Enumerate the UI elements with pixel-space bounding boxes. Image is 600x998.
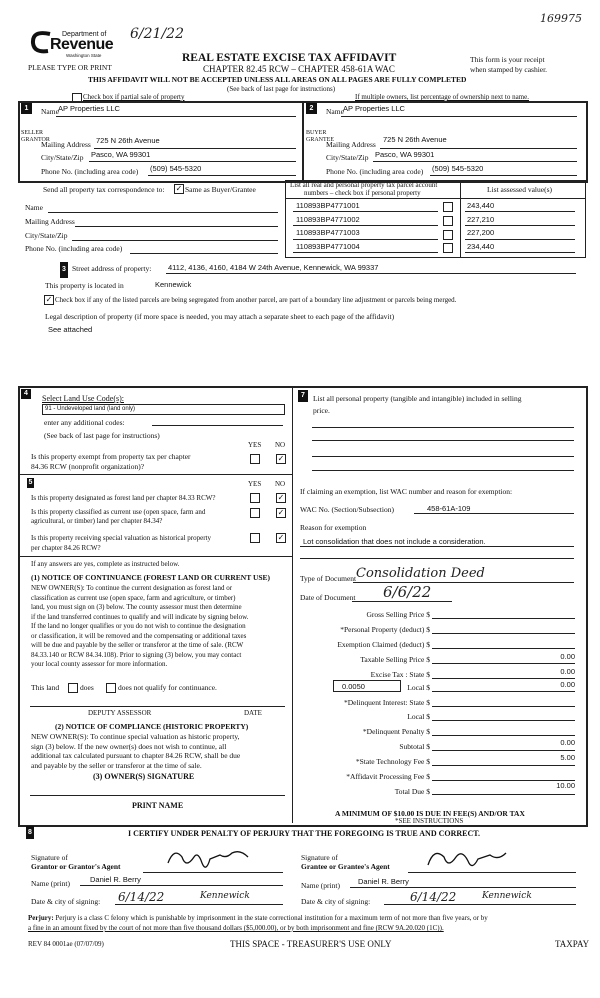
exemption-claim-label: If claiming an exemption, list WAC number and reason for exemption:: [300, 487, 513, 496]
tax-row-label: Exemption Claimed (deduct) $: [337, 640, 430, 649]
parcel-number[interactable]: 110893BP4771002: [296, 215, 360, 224]
grantor-name-label: Name (print): [31, 879, 70, 888]
assessed-value[interactable]: 227,200: [467, 228, 495, 237]
total-due-value[interactable]: 10.00: [556, 781, 575, 790]
buyer-city-field[interactable]: Pasco, WA 99301: [375, 150, 435, 159]
seller-mail-field[interactable]: 725 N 26th Avenue: [96, 136, 160, 145]
corr-phone-label: Phone No. (including area code): [25, 244, 123, 253]
perjury-line-2: a fine in an amount fixed by the court of not more than five thousand dollars ($5,000.00), or by both imprisonment and fine (RCW 9A.20.020 (1C)).: [28, 924, 444, 932]
tax-row-label: *State Technology Fee $: [355, 757, 430, 766]
tax-row-label: Total Due $: [394, 787, 430, 796]
tax-row-value[interactable]: 0.00: [560, 738, 575, 747]
assessed-value[interactable]: 234,440: [467, 242, 495, 251]
receipt-note-2: when stamped by cashier.: [470, 65, 548, 74]
legal-desc-label: Legal description of property (if more space is needed, you may attach a separate sheet to each page of the affidavit): [45, 312, 395, 321]
historic-question-1: Is this property receiving special valuation as historical property: [31, 534, 212, 542]
yes-header-4: YES: [248, 441, 262, 449]
buyer-city-label: City/State/Zip: [326, 153, 369, 162]
grantor-signature[interactable]: [160, 843, 260, 875]
doc-date-label: Date of Document: [300, 593, 356, 602]
seller-name-label: Name: [41, 107, 59, 116]
tax-row-value[interactable]: 5.00: [560, 753, 575, 762]
grantee-city-field[interactable]: Kennewick: [482, 891, 532, 901]
buyer-name-label: Name: [326, 107, 344, 116]
current-use-question-1: Is this property classified as current use (open space, farm and: [31, 508, 206, 516]
personal-property-line1: List all personal property (tangible and intangible) included in selling: [313, 394, 522, 403]
current-use-question-2: agricultural, or timber) land per chapter 84.34?: [31, 517, 163, 525]
grantor-date-label: Date & city of signing:: [31, 897, 101, 906]
minimum-due-note: A MINIMUM OF $10.00 IS DUE IN FEE(S) AND/OR TAX: [335, 809, 525, 818]
section-2-badge: 2: [306, 103, 317, 114]
grantor-sig-label-1: Signature of: [31, 853, 68, 862]
does-not-label: does not qualify for continuance.: [118, 683, 217, 692]
corr-mail-label: Mailing Address: [25, 217, 75, 226]
located-in-field[interactable]: Kennewick: [155, 280, 192, 289]
form-title: REAL ESTATE EXCISE TAX AFFIDAVIT: [182, 52, 397, 64]
revenue-logo-icon: [30, 30, 52, 54]
see-back-land-use: (See back of last page for instructions): [44, 431, 160, 440]
section-7-badge: 7: [298, 390, 308, 402]
dept-state: Washington State: [66, 53, 102, 58]
seller-name-field[interactable]: AP Properties LLC: [58, 104, 120, 113]
exempt-question-2: 84.36 RCW (nonprofit organization)?: [31, 462, 145, 471]
tax-row-label: Local $: [407, 683, 430, 692]
buyer-grantee-label: BUYER GRANTEE: [306, 130, 334, 143]
land-use-select[interactable]: [42, 404, 285, 415]
tax-row-label: Taxable Selling Price $: [360, 655, 430, 664]
receipt-note-1: This form is your receipt: [470, 55, 545, 64]
handwritten-date: 6/21/22: [130, 26, 184, 42]
legal-desc-field[interactable]: See attached: [48, 325, 93, 334]
personal-property-checkbox[interactable]: [443, 230, 453, 240]
parcel-number[interactable]: 110893BP4771001: [296, 201, 360, 210]
buyer-name-field[interactable]: AP Properties LLC: [343, 104, 405, 113]
tax-row-value[interactable]: 0.00: [560, 652, 575, 661]
treasurer-use-label: THIS SPACE - TREASURER'S USE ONLY: [230, 939, 392, 949]
exempt-no-checkbox[interactable]: ✓: [277, 454, 285, 463]
personal-property-checkbox[interactable]: [443, 202, 453, 212]
assessed-value[interactable]: 227,210: [467, 215, 495, 224]
exempt-yes-checkbox[interactable]: [250, 454, 260, 464]
notice-continuance-title: (1) NOTICE OF CONTINUANCE (FOREST LAND OR CURRENT USE): [31, 573, 271, 582]
seller-phone-field[interactable]: (509) 545-5320: [150, 164, 202, 173]
owner-signature-label: (3) OWNER(S) SIGNATURE: [93, 772, 195, 781]
street-address-field[interactable]: 4112, 4136, 4160, 4184 W 24th Avenue, Kennewick, WA 99337: [168, 263, 379, 272]
date-label: DATE: [244, 709, 262, 717]
reason-label: Reason for exemption: [300, 523, 367, 532]
tax-row-label: *Delinquent Penalty $: [362, 727, 430, 736]
current-use-no-checkbox[interactable]: ✓: [277, 508, 285, 517]
seller-grantor-label: SELLER GRANTOR: [21, 130, 50, 143]
located-label: This property is located in: [45, 281, 124, 290]
corr-name-label: Name: [25, 203, 43, 212]
current-use-yes-checkbox[interactable]: [250, 508, 260, 518]
buyer-mail-field[interactable]: 725 N 26th Avenue: [383, 135, 447, 144]
this-land-label: This land: [31, 683, 60, 692]
party-divider: [302, 101, 304, 181]
form-subtitle: CHAPTER 82.45 RCW – CHAPTER 458-61A WAC: [203, 64, 395, 74]
tax-row-label: Local $: [407, 712, 430, 721]
buyer-phone-field[interactable]: (509) 545-5320: [432, 164, 484, 173]
notice-continuance-body: NEW OWNER(S): To continue the current designation as forest land or classification as current use (open space, farm and agriculture, or timber) land, you must sign on (3) below. The county assessor must then determine if the land transferred continues to qualify and will indicate by signing below. If the land no longer qualifies or you do not wish to continue the designation or classification, it will be removed and the compensating or additional taxes will be due and payable by the seller or transferor at the time of sale. (RCW 84.33.140 or RCW 84.34.108). Prior to signing (3) below, you may contact your local county assessor for more information.: [31, 584, 249, 668]
buyer-phone-label: Phone No. (including area code): [326, 167, 424, 176]
notice-compliance-title: (2) NOTICE OF COMPLIANCE (HISTORIC PROPERTY): [55, 722, 249, 731]
grantor-sig-label-2: Grantor or Grantor's Agent: [31, 862, 121, 871]
personal-property-checkbox[interactable]: [443, 243, 453, 253]
lower-divider: [292, 386, 293, 823]
section-4-badge: 4: [21, 389, 31, 399]
grantee-name-field[interactable]: Daniel R. Berry: [358, 877, 409, 886]
same-as-buyer-checkbox[interactable]: ✓: [175, 184, 183, 193]
tax-row-label: *Personal Property (deduct) $: [340, 625, 430, 634]
street-label: Street address of property:: [72, 264, 152, 273]
deputy-assessor-label: DEPUTY ASSESSOR: [88, 709, 152, 717]
seller-city-label: City/State/Zip: [41, 153, 84, 162]
notice-compliance-body: NEW OWNER(S): To continue special valuation as historic property, sign (3) below. If the new owner(s) does not wish to continue, all additional tax calculated pursuant to chapter 84.26 RCW, shall be due and payable by the seller or transferor at the time of sale.: [31, 732, 241, 770]
section-5-badge: 5: [28, 479, 33, 486]
section-8-badge: 8: [26, 826, 34, 839]
personal-property-checkbox[interactable]: [443, 216, 453, 226]
correspondence-label: Send all property tax correspondence to:: [43, 185, 165, 194]
historic-yes-checkbox[interactable]: [250, 533, 260, 543]
historic-no-checkbox[interactable]: ✓: [277, 533, 285, 542]
tax-row-value[interactable]: 0.00: [560, 667, 575, 676]
certify-statement: I CERTIFY UNDER PENALTY OF PERJURY THAT THE FOREGOING IS TRUE AND CORRECT.: [128, 829, 481, 838]
reason-field[interactable]: Lot consolidation that does not include a consideration.: [303, 537, 486, 546]
dept-logo-text: Revenue: [50, 36, 114, 53]
land-use-label: Select Land Use Code(s):: [42, 394, 124, 403]
please-type: PLEASE TYPE OR PRINT: [28, 63, 112, 72]
grantee-sig-label-2: Grantee or Grantee's Agent: [301, 862, 390, 871]
no-header-4: NO: [275, 441, 286, 449]
tax-row-label: *Delinquent Interest: State $: [343, 698, 430, 707]
wac-field[interactable]: 458-61A-109: [427, 504, 471, 513]
see-instructions-note: *SEE INSTRUCTIONS: [395, 817, 464, 825]
exempt-question-1: Is this property exempt from property tax per chapter: [31, 452, 191, 461]
does-checkbox[interactable]: [68, 683, 78, 693]
seller-phone-label: Phone No. (including area code): [41, 167, 139, 176]
historic-question-2: per chapter 84.26 RCW?: [31, 544, 101, 552]
section-3-badge: 3: [60, 262, 68, 278]
wac-label: WAC No. (Section/Subsection): [300, 505, 394, 514]
print-name-label: PRINT NAME: [132, 801, 184, 810]
segregated-checkbox[interactable]: ✓: [45, 295, 53, 304]
doc-date-field[interactable]: 6/6/22: [383, 583, 432, 601]
grantee-signature[interactable]: [420, 843, 520, 875]
doc-type-field[interactable]: Consolidation Deed: [356, 566, 485, 581]
grantee-sig-label-1: Signature of: [301, 853, 338, 862]
grantor-date-field[interactable]: 6/14/22: [118, 890, 165, 904]
grantor-name-field[interactable]: Daniel R. Berry: [90, 875, 141, 884]
forest-no-checkbox[interactable]: ✓: [277, 493, 285, 502]
segregated-label: Check box if any of the listed parcels are being segregated from another parcel, are part of a boundary line adjustment or parcels being merged.: [55, 296, 457, 304]
tax-row-value[interactable]: 0.00: [560, 680, 575, 689]
warning-text: THIS AFFIDAVIT WILL NOT BE ACCEPTED UNLESS ALL AREAS ON ALL PAGES ARE FULLY COMPLETED: [88, 75, 467, 84]
seller-city-field[interactable]: Pasco, WA 99301: [91, 150, 151, 159]
buyer-mail-label: Mailing Address: [326, 140, 376, 149]
yes-header-5: YES: [248, 480, 262, 488]
parcel-header-1: List all real and personal property tax parcel account: [290, 181, 438, 189]
if-any-yes-note: If any answers are yes, complete as instructed below.: [31, 560, 180, 568]
same-as-buyer-label: Same as Buyer/Grantee: [185, 185, 256, 194]
see-back-header: (See back of last page for instructions): [227, 85, 336, 93]
assessed-value-header: List assessed value(s): [487, 185, 552, 194]
seller-mail-label: Mailing Address: [41, 140, 91, 149]
local-rate-value: 0.0050: [342, 682, 365, 691]
section-1-badge: 1: [21, 103, 32, 114]
tax-row-label: Excise Tax : State $: [370, 670, 430, 679]
land-use-value: 91 - Undeveloped land (land only): [45, 406, 136, 412]
does-label: does: [80, 683, 94, 692]
partial-sale-label: Check box if partial sale of property: [83, 93, 185, 101]
forest-land-question: Is this property designated as forest land per chapter 84.33 RCW?: [31, 494, 216, 502]
taxpayer-label: TAXPAY: [555, 939, 590, 949]
forest-yes-checkbox[interactable]: [250, 493, 260, 503]
grantee-date-field[interactable]: 6/14/22: [410, 890, 457, 904]
perjury-line-1: Perjury: Perjury is a class C felony which is punishable by imprisonment in the state correctional institution for a maximum term of not more than five years, or by: [28, 914, 488, 922]
tax-row-label: Subtotal $: [399, 742, 430, 751]
dept-line: Department of: [62, 31, 107, 38]
form-revision: REV 84 0001ae (07/07/09): [28, 940, 104, 948]
parcel-number[interactable]: 110893BP4771004: [296, 242, 360, 251]
document-number: 169975: [540, 12, 582, 25]
tax-row-label: *Affidavit Processing Fee $: [346, 772, 430, 781]
does-not-checkbox[interactable]: [106, 683, 116, 693]
parcel-header-2: numbers – check box if personal property: [304, 189, 421, 197]
personal-property-line2: price.: [313, 406, 330, 415]
grantor-city-field[interactable]: Kennewick: [200, 891, 250, 901]
doc-type-label: Type of Document: [300, 574, 357, 583]
parcel-number[interactable]: 110893BP4771003: [296, 228, 360, 237]
tax-row-label: Gross Selling Price $: [366, 610, 430, 619]
additional-codes-label: enter any additional codes:: [44, 418, 125, 427]
no-header-5: NO: [275, 480, 286, 488]
grantee-date-label: Date & city of signing:: [301, 897, 371, 906]
multiple-owners-note: If multiple owners, list percentage of ownership next to name.: [355, 93, 529, 101]
grantee-name-label: Name (print): [301, 881, 340, 890]
assessed-value[interactable]: 243,440: [467, 201, 495, 210]
corr-city-label: City/State/Zip: [25, 231, 68, 240]
